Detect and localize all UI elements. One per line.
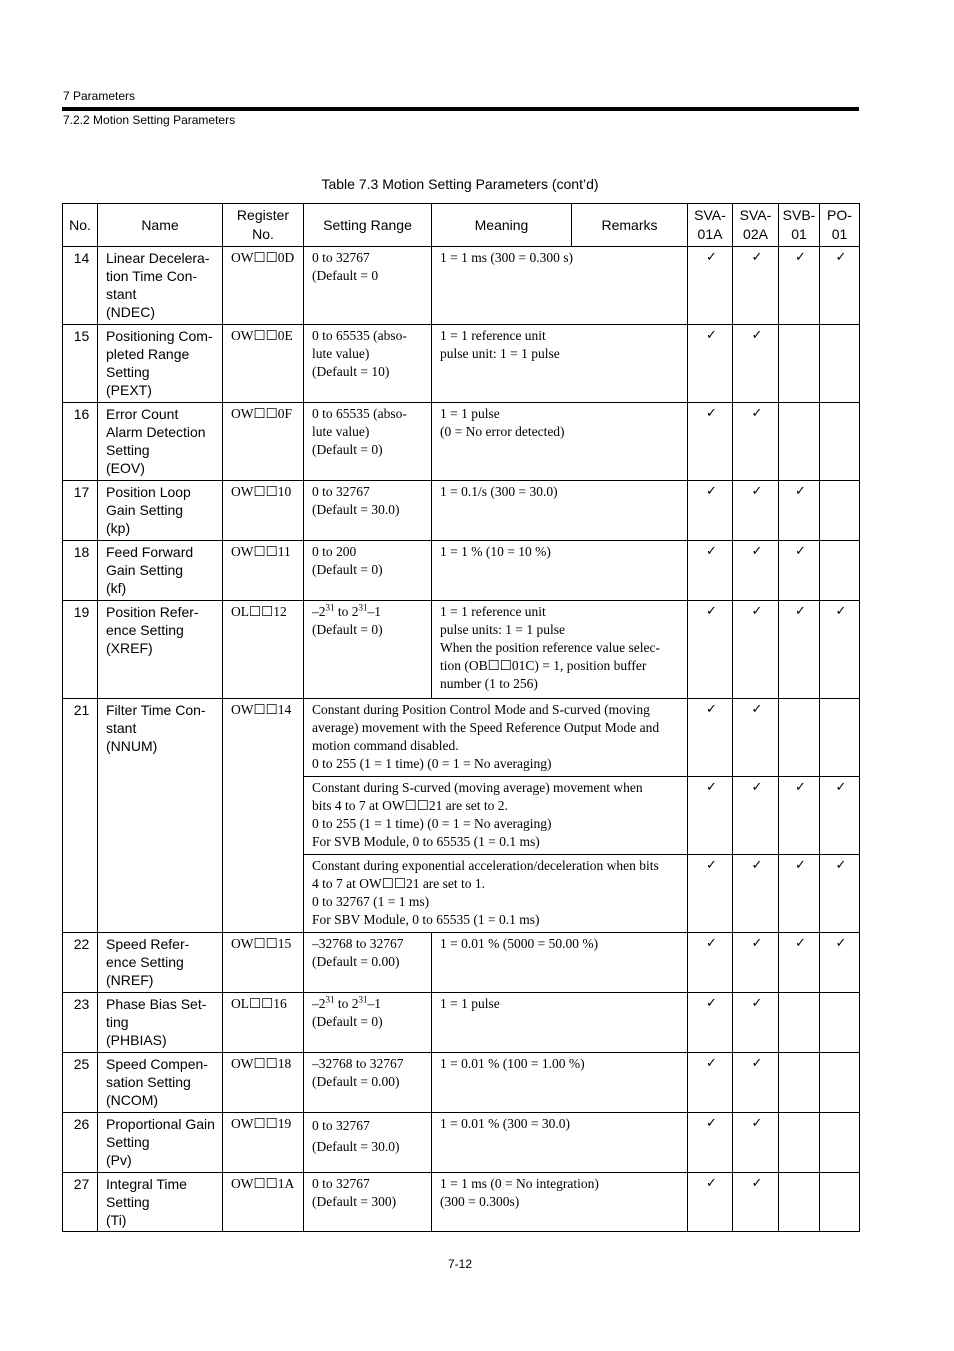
empty-cell	[820, 699, 860, 777]
empty-cell	[820, 1113, 860, 1173]
empty-cell	[820, 1053, 860, 1113]
header-row	[63, 204, 860, 247]
empty-cell	[820, 1173, 860, 1232]
row-meaning: Constant during Position Control Mode and S-curved (moving average) movement with the Speed Reference Output Mode and motion command disabled. 0 to 255 (1 = 1 time) (0 = 1 = No averaging)	[304, 699, 688, 777]
row-meaning: 1 = 0.01 % (300 = 30.0)	[432, 1113, 688, 1173]
empty-cell	[779, 1053, 820, 1113]
row-range: 0 to 200 (Default = 0)	[304, 541, 432, 601]
row-name: Filter Time Con- stant (NNUM)	[98, 699, 223, 933]
check-icon: ✓	[733, 1053, 779, 1113]
check-icon: ✓	[779, 933, 820, 993]
row-register: OW☐☐18	[223, 1053, 304, 1113]
check-icon: ✓	[688, 1053, 733, 1113]
row-register: OW☐☐11	[223, 541, 304, 601]
col-sva01a: SVA-01A	[688, 204, 733, 247]
row-range: –32768 to 32767 (Default = 0.00)	[304, 1053, 432, 1113]
row-meaning: 1 = 0.01 % (5000 = 50.00 %)	[432, 933, 688, 993]
table-row	[63, 933, 860, 993]
check-icon: ✓	[688, 933, 733, 993]
row-name: Speed Refer- ence Setting (NREF)	[98, 933, 223, 993]
row-no: 23	[63, 993, 98, 1053]
empty-cell	[820, 403, 860, 481]
row-no: 15	[63, 325, 98, 403]
check-icon: ✓	[733, 1173, 779, 1232]
row-register: OW☐☐19	[223, 1113, 304, 1173]
check-icon: ✓	[733, 541, 779, 601]
row-range: 0 to 32767 (Default = 30.0)	[304, 481, 432, 541]
check-icon: ✓	[688, 601, 733, 699]
check-icon: ✓	[820, 855, 860, 933]
col-sva02a: SVA-02A	[733, 204, 779, 247]
header-rule	[62, 107, 859, 111]
col-remarks: Remarks	[572, 204, 688, 247]
check-icon: ✓	[733, 325, 779, 403]
row-meaning: 1 = 0.01 % (100 = 1.00 %)	[432, 1053, 688, 1113]
row-meaning: 1 = 1 pulse (0 = No error detected)	[432, 403, 688, 481]
row-range: 0 to 32767 (Default = 30.0)	[304, 1113, 432, 1173]
section-header: 7.2.2 Motion Setting Parameters	[63, 113, 236, 127]
row-no: 26	[63, 1113, 98, 1173]
row-range: –32768 to 32767 (Default = 0.00)	[304, 933, 432, 993]
col-svb01: SVB-01	[779, 204, 820, 247]
check-icon: ✓	[688, 481, 733, 541]
row-register: OW☐☐0E	[223, 325, 304, 403]
table-caption: Table 7.3 Motion Setting Parameters (cont’d)	[321, 176, 599, 192]
check-icon: ✓	[688, 325, 733, 403]
check-icon: ✓	[733, 247, 779, 325]
table-row	[63, 993, 860, 1053]
empty-cell	[779, 403, 820, 481]
row-register: OW☐☐15	[223, 933, 304, 993]
empty-cell	[820, 325, 860, 403]
check-icon: ✓	[733, 1113, 779, 1173]
row-name: Phase Bias Set- ting (PHBIAS)	[98, 993, 223, 1053]
row-register: OL☐☐16	[223, 993, 304, 1053]
check-icon: ✓	[733, 403, 779, 481]
table-row	[63, 247, 860, 325]
table-row	[63, 1053, 860, 1113]
empty-cell	[820, 541, 860, 601]
row-no: 27	[63, 1173, 98, 1232]
row-register: OW☐☐0D	[223, 247, 304, 325]
col-register: Register No.	[223, 204, 304, 247]
row-name: Feed Forward Gain Setting (kf)	[98, 541, 223, 601]
chapter-header: 7 Parameters	[63, 89, 136, 103]
check-icon: ✓	[733, 777, 779, 855]
row-range: $-2^{31}$ to $2^{31}-1$ (Default = 0)	[304, 601, 432, 699]
row-no: 22	[63, 933, 98, 993]
empty-cell	[779, 993, 820, 1053]
check-icon: ✓	[779, 601, 820, 699]
table-row	[63, 601, 860, 699]
row-meaning: Constant during exponential acceleration/deceleration when bits 4 to 7 at OW☐☐21 are set to 1. 0 to 32767 (1 = 1 ms) For SBV Module, 0 to 65535 (1 = 0.1 ms)	[304, 855, 688, 933]
check-icon: ✓	[733, 855, 779, 933]
row-no: 17	[63, 481, 98, 541]
row-range: 0 to 32767 (Default = 0	[304, 247, 432, 325]
check-icon: ✓	[779, 541, 820, 601]
table-row	[63, 541, 860, 601]
col-range: Setting Range	[304, 204, 432, 247]
row-no: 25	[63, 1053, 98, 1113]
row-register: OW☐☐14	[223, 699, 304, 933]
check-icon: ✓	[779, 481, 820, 541]
empty-cell	[779, 1173, 820, 1232]
check-icon: ✓	[733, 601, 779, 699]
check-icon: ✓	[688, 777, 733, 855]
check-icon: ✓	[688, 1173, 733, 1232]
check-icon: ✓	[779, 247, 820, 325]
row-name: Position Refer- ence Setting (XREF)	[98, 601, 223, 699]
col-name: Name	[98, 204, 223, 247]
row-meaning: Constant during S-curved (moving average) movement when bits 4 to 7 at OW☐☐21 are set to 2. 0 to 255 (1 = 1 time) (0 = 1 = No averaging) For SVB Module, 0 to 65535 (1 = 0.1 ms)	[304, 777, 688, 855]
check-icon: ✓	[733, 699, 779, 777]
page-number: 7-12	[447, 1257, 473, 1271]
check-icon: ✓	[688, 993, 733, 1053]
row-register: OW☐☐0F	[223, 403, 304, 481]
table-row	[63, 481, 860, 541]
row-register: OW☐☐1A	[223, 1173, 304, 1232]
check-icon: ✓	[688, 699, 733, 777]
check-icon: ✓	[688, 855, 733, 933]
row-range: 0 to 32767 (Default = 300)	[304, 1173, 432, 1232]
empty-cell	[779, 325, 820, 403]
empty-cell	[779, 1113, 820, 1173]
check-icon: ✓	[820, 933, 860, 993]
row-meaning: 1 = 1 reference unit pulse units: 1 = 1 pulse When the position reference value selec- tion (OB☐☐01C) = 1, position buffer number (1 to 256)	[432, 601, 688, 699]
row-meaning: 1 = 1 % (10 = 10 %)	[432, 541, 688, 601]
row-name: Positioning Com- pleted Range Setting (PEXT)	[98, 325, 223, 403]
row-name: Integral Time Setting (Ti)	[98, 1173, 223, 1232]
row-meaning: 1 = 1 ms (300 = 0.300 s)	[432, 247, 688, 325]
row-register: OW☐☐10	[223, 481, 304, 541]
row-name: Error Count Alarm Detection Setting (EOV)	[98, 403, 223, 481]
row-no: 14	[63, 247, 98, 325]
table-row	[63, 1113, 860, 1173]
row-range: 0 to 65535 (abso- lute value) (Default = 0)	[304, 403, 432, 481]
row-meaning: 1 = 1 reference unit pulse unit: 1 = 1 pulse	[432, 325, 688, 403]
row-meaning: 1 = 1 pulse	[432, 993, 688, 1053]
col-po01: PO-01	[820, 204, 860, 247]
empty-cell	[820, 993, 860, 1053]
row-no: 18	[63, 541, 98, 601]
row-meaning: 1 = 1 ms (0 = No integration) (300 = 0.300s)	[432, 1173, 688, 1232]
table-row	[63, 403, 860, 481]
col-no: No.	[63, 204, 98, 247]
row-range: $-2^{31}$ to $2^{31}-1$ (Default = 0)	[304, 993, 432, 1053]
check-icon: ✓	[688, 403, 733, 481]
check-icon: ✓	[779, 855, 820, 933]
table-row	[63, 699, 860, 777]
check-icon: ✓	[733, 933, 779, 993]
table-row	[63, 1173, 860, 1232]
row-name: Speed Compen- sation Setting (NCOM)	[98, 1053, 223, 1113]
row-range: 0 to 65535 (abso- lute value) (Default = 10)	[304, 325, 432, 403]
check-icon: ✓	[688, 541, 733, 601]
empty-cell	[820, 481, 860, 541]
row-name: Proportional Gain Setting (Pv)	[98, 1113, 223, 1173]
motion-parameters-table	[62, 203, 860, 1232]
row-no: 16	[63, 403, 98, 481]
row-no: 21	[63, 699, 98, 933]
row-name: Linear Decelera- tion Time Con- stant (NDEC)	[98, 247, 223, 325]
row-meaning: 1 = 0.1/s (300 = 30.0)	[432, 481, 688, 541]
check-icon: ✓	[733, 481, 779, 541]
check-icon: ✓	[688, 1113, 733, 1173]
row-register: OL☐☐12	[223, 601, 304, 699]
row-name: Position Loop Gain Setting (kp)	[98, 481, 223, 541]
empty-cell	[779, 699, 820, 777]
col-meaning: Meaning	[432, 204, 572, 247]
check-icon: ✓	[779, 777, 820, 855]
check-icon: ✓	[820, 247, 860, 325]
check-icon: ✓	[733, 993, 779, 1053]
check-icon: ✓	[820, 601, 860, 699]
table-row	[63, 325, 860, 403]
check-icon: ✓	[688, 247, 733, 325]
row-no: 19	[63, 601, 98, 699]
check-icon: ✓	[820, 777, 860, 855]
